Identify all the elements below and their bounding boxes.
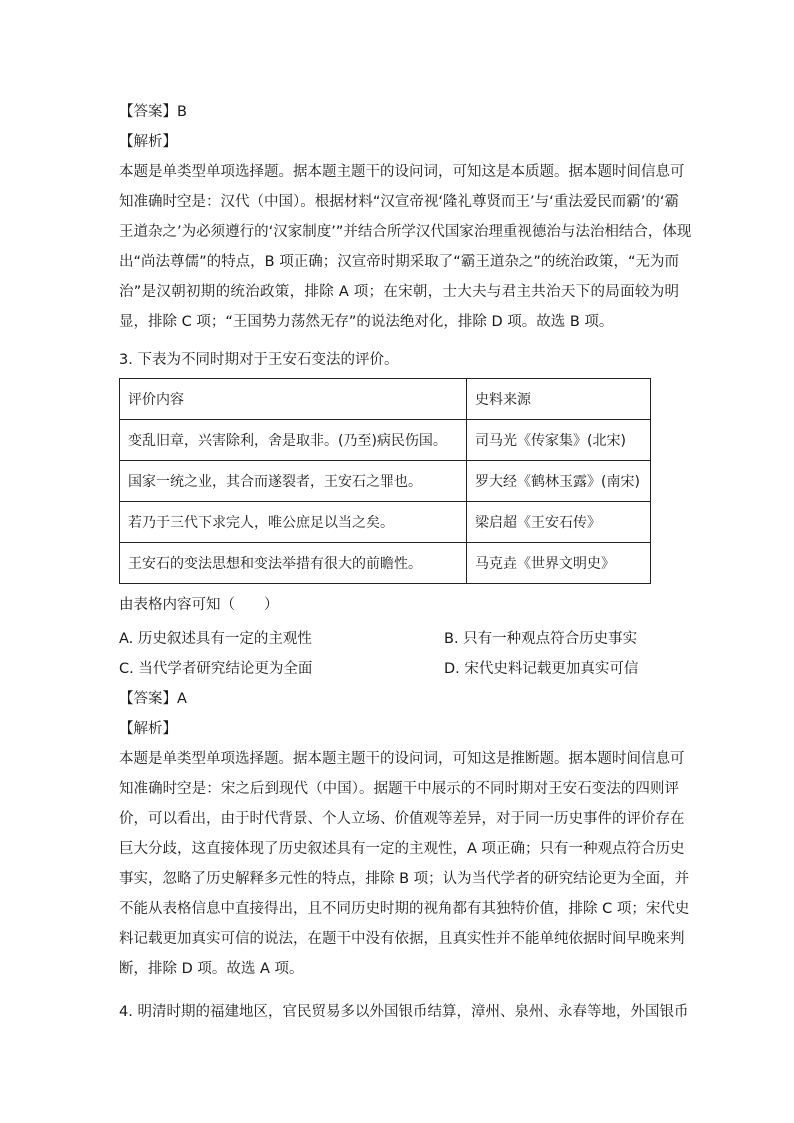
q3-stem: 3. 下表为不同时期对于王安石变法的评价。 [119,352,399,368]
option-c: C. 当代学者研究结论更为全面 [119,661,313,677]
table-header-cell: 评价内容 [120,379,467,420]
option-b: B. 只有一种观点符合历史事实 [444,631,638,647]
table-header-cell: 史料来源 [467,379,651,420]
q3-prompt-block [119,590,679,620]
table-cell-source: 梁启超《王安石传》 [467,502,651,543]
q4-stem-block [119,997,689,1027]
evaluation-table [119,378,651,584]
q3-analysis-line: 价，可以看出，由于时代背景、个人立场、价值观等差异，对于同一历史事件的评价存在 [119,811,685,827]
table-cell-content: 变乱旧章，兴害除利，舍是取非。(乃至)病民伤国。 [120,420,467,461]
table-cell-source: 司马光《传家集》(北宋) [467,420,651,461]
q2-analysis-line: 本题是单类型单项选择题。据本题主题干的设问词，可知这是本质题。据本题时间信息可 [119,164,685,180]
q3-analysis-line: 不能从表格信息中直接得出，且不同历史时期的视角都有其独特价值，排除 C 项；宋代史 [119,901,690,917]
table-cell-source: 马克垚《世界文明史》 [467,543,651,584]
q2-analysis-line: 出“尚法尊儒”的特点，B 项正确；汉宣帝时期采取了“霸王道杂之”的统治政策，“无为而 [119,254,679,270]
q3-stem-block [119,345,679,375]
table-row [120,543,651,584]
q2-analysis-line: 显，排除 C 项；“王国势力荡然无存”的说法绝对化，排除 D 项。故选 B 项。 [119,314,614,330]
table-header-row [120,379,651,420]
table-row [120,420,651,461]
q2-answer-block [119,97,692,337]
q3-analysis-line: 断，排除 D 项。故选 A 项。 [119,961,304,977]
table-cell-content: 国家一统之业，其合而遂裂者，王安石之罪也。 [120,461,467,502]
q2-analysis-line: 治”是汉朝初期的统治政策，排除 A 项；在宋朝，士大夫与君主共治天下的局面较为明 [119,284,679,300]
q2-answer-label: 【答案】B [119,104,187,120]
q3-analysis-line: 知准确时空是：宋之后到现代（中国）。据题干中展示的不同时期对王安石变法的四则评 [119,781,679,797]
q3-analysis-line: 巨大分歧，这直接体现了历史叙述具有一定的主观性，A 项正确；只有一种观点符合历史 [119,841,685,857]
q3-analysis-line: 料记载更加真实可信的说法，在题干中没有依据，且真实性并不能单纯依据时间早晚来判 [119,931,685,947]
table-cell-content: 若乃于三代下求完人，唯公庶足以当之矣。 [120,502,467,543]
q3-answer-label: 【答案】A [119,691,187,707]
table-cell-source: 罗大经《鹤林玉露》(南宋) [467,461,651,502]
q2-analysis-label: 【解析】 [119,134,177,150]
table-row [120,461,651,502]
option-d: D. 宋代史料记载更加真实可信 [444,661,639,677]
q2-analysis-line: 知准确时空是：汉代（中国）。根据材料“汉宣帝视‘隆礼尊贤而王’与‘重法爱民而霸’的‘霸 [119,194,679,210]
q4-stem: 4. 明清时期的福建地区，官民贸易多以外国银币结算，漳州、泉州、永春等地，外国银币 [119,1004,689,1020]
q3-analysis-line: 事实，忽略了历史解释多元性的特点，排除 B 项；认为当代学者的研究结论更为全面，并 [119,871,690,887]
q3-prompt: 由表格内容可知（ ） [119,597,279,613]
q3-analysis-label: 【解析】 [119,721,177,737]
option-a: A. 历史叙述具有一定的主观性 [119,631,312,647]
table-row [120,502,651,543]
q3-analysis-line: 本题是单类型单项选择题。据本题主题干的设问词，可知这是推断题。据本题时间信息可 [119,751,685,767]
table-cell-content: 王安石的变法思想和变法举措有很大的前瞻性。 [120,543,467,584]
q3-answer-block [119,684,690,984]
q2-analysis-line: 王道杂之’为必须遵行的‘汉家制度’”并结合所学汉代国家治理重视德治与法治相结合，体现 [119,224,692,240]
